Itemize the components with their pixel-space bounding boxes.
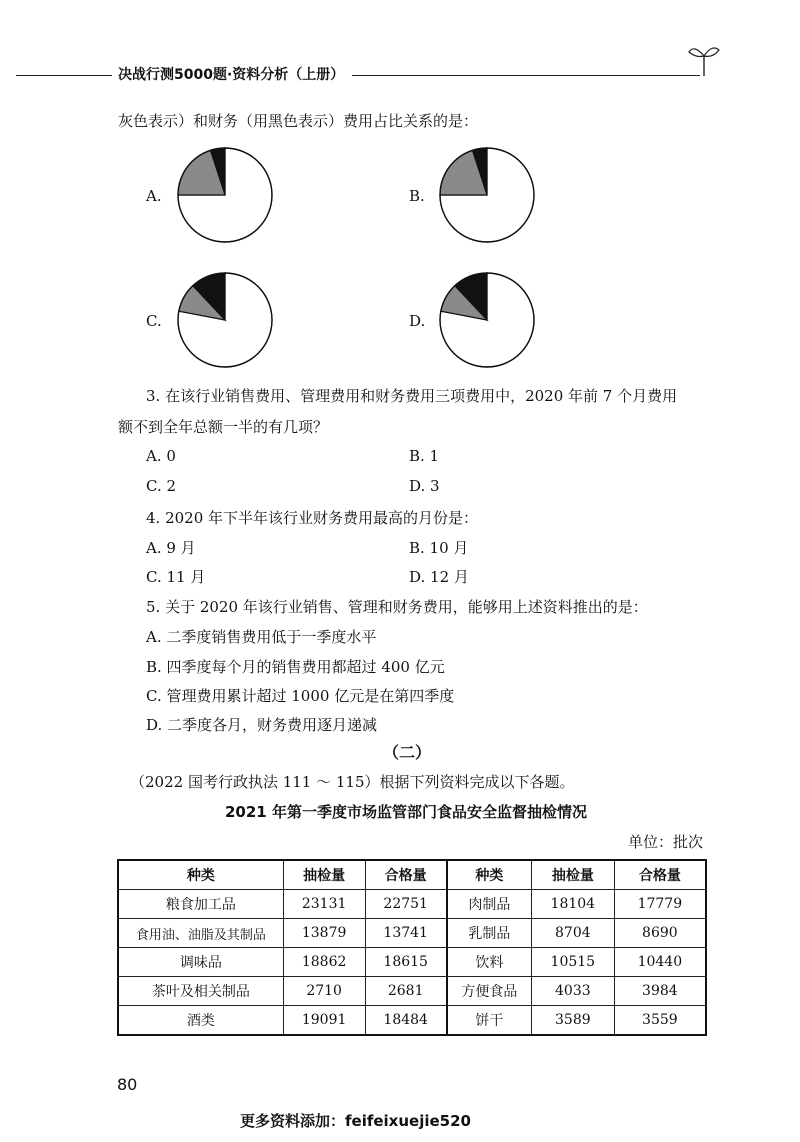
pie-option-a-label: A. [146,187,162,205]
header-cell: 种类 [118,860,283,890]
table-cell: 肉制品 [447,890,532,919]
table-cell: 3589 [531,1006,614,1036]
q4-option-d[interactable]: D. 12 月 [409,568,469,586]
q4-option-b[interactable]: B. 10 月 [409,539,469,557]
section-intro: （2022 国考行政执法 111 ～ 115）根据下列资料完成以下各题。 [130,773,575,791]
header-rule-left [16,75,112,76]
table-row [118,890,706,919]
table-cell: 茶叶及相关制品 [118,977,283,1006]
q5-option-c[interactable]: C. 管理费用累计超过 1000 亿元是在第四季度 [146,687,455,705]
table-cell: 18862 [283,948,365,977]
table-row [118,948,706,977]
table-cell: 8690 [614,919,706,948]
q5-stem: 5. 关于 2020 年该行业销售、管理和财务费用，能够用上述资料推出的是： [146,598,648,616]
pie-chart-option-a [175,145,275,245]
header-cell: 合格量 [365,860,447,890]
running-header-title: 决战行测5000题·资料分析（上册） [118,67,345,83]
pie-chart-option-d [437,270,537,370]
table-cell: 3984 [614,977,706,1006]
q3-option-d[interactable]: D. 3 [409,477,440,495]
table-cell: 饼干 [447,1006,532,1036]
footer-promo-text: 更多资料添加：feifeixuejie520 [240,1112,471,1130]
table-cell: 粮食加工品 [118,890,283,919]
q3-option-a[interactable]: A. 0 [146,447,176,465]
header-cell: 种类 [447,860,532,890]
table-cell: 8704 [531,919,614,948]
table-cell: 调味品 [118,948,283,977]
table-unit: 单位：批次 [628,833,704,851]
header-cell: 合格量 [614,860,706,890]
table-cell: 4033 [531,977,614,1006]
table-cell: 13741 [365,919,447,948]
table-title: 2021 年第一季度市场监管部门食品安全监督抽检情况 [225,803,587,821]
table-cell: 乳制品 [447,919,532,948]
section-heading: （二） [383,743,432,762]
table-cell: 2681 [365,977,447,1006]
table-cell: 22751 [365,890,447,919]
header-rule-right [352,75,700,76]
q3-stem-line2: 额不到全年总额一半的有几项？ [118,418,329,436]
table-cell: 饮料 [447,948,532,977]
table-cell: 17779 [614,890,706,919]
q4-option-c[interactable]: C. 11 月 [146,568,206,586]
pie-chart-option-b [437,145,537,245]
pie-option-d-label: D. [409,312,426,330]
pie-chart-option-c [175,270,275,370]
q5-option-d[interactable]: D. 二季度各月，财务费用逐月递减 [146,716,378,734]
q4-option-a[interactable]: A. 9 月 [146,539,196,557]
q5-option-a[interactable]: A. 二季度销售费用低于一季度水平 [146,628,377,646]
table-cell: 方便食品 [447,977,532,1006]
pie-option-b-label: B. [409,187,425,205]
table-row [118,919,706,948]
table-row [118,977,706,1006]
table-cell: 23131 [283,890,365,919]
q4-stem: 4. 2020 年下半年该行业财务费用最高的月份是： [146,509,479,527]
q5-option-b[interactable]: B. 四季度每个月的销售费用都超过 400 亿元 [146,658,445,676]
header-cell: 抽检量 [283,860,365,890]
table-cell: 10515 [531,948,614,977]
table-cell: 10440 [614,948,706,977]
q3-option-b[interactable]: B. 1 [409,447,440,465]
table-cell: 食用油、油脂及其制品 [118,919,283,948]
header-cell: 抽检量 [531,860,614,890]
table-header-row [118,860,706,890]
table-cell: 13879 [283,919,365,948]
inspection-table [117,859,707,1036]
table-cell: 2710 [283,977,365,1006]
table-cell: 3559 [614,1006,706,1036]
q3-stem-line1: 3. 在该行业销售费用、管理费用和财务费用三项费用中，2020 年前 7 个月费用 [146,387,678,405]
sprout-icon [686,40,722,78]
q3-option-c[interactable]: C. 2 [146,477,177,495]
table-cell: 18104 [531,890,614,919]
table-row [118,1006,706,1036]
table-cell: 19091 [283,1006,365,1036]
page-number: 80 [117,1075,138,1094]
table-cell: 18615 [365,948,447,977]
table-cell: 酒类 [118,1006,283,1036]
question-continuation: 灰色表示）和财务（用黑色表示）费用占比关系的是： [118,112,479,130]
table-cell: 18484 [365,1006,447,1036]
pie-option-c-label: C. [146,312,162,330]
